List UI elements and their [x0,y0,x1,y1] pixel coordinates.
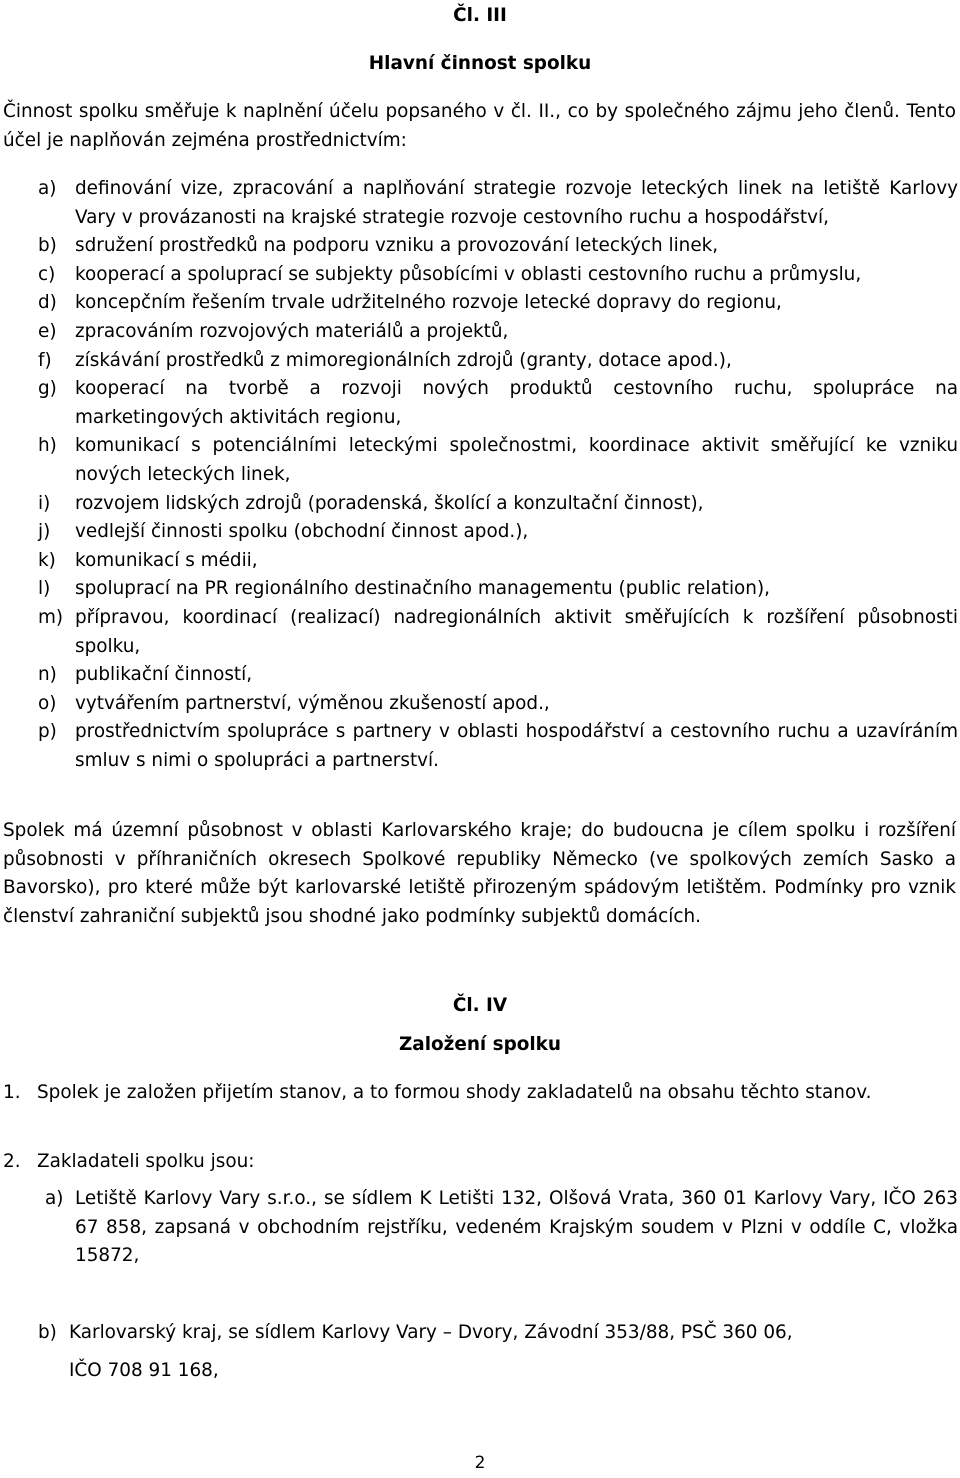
article-3-number: Čl. III [453,5,507,26]
list-item [3,490,958,519]
item-text-line-1: Karlovarský kraj, se sídlem Karlovy Vary – Dvory, Závodní 353/88, PSČ 360 06, [69,1322,793,1343]
item-text: rozvojem lidských zdrojů (poradenská, školící a konzultační činnost), [75,492,704,514]
list-item [3,1079,958,1108]
item-label: n) [38,664,57,686]
item-label: e) [38,320,57,342]
item-text: vytvářením partnerství, výměnou zkušeností apod., [75,692,550,714]
list-item [3,318,958,347]
item-label: m) [38,606,64,628]
item-label: d) [38,292,57,314]
item-label: b) [38,235,57,257]
founding-points [3,1079,958,1108]
list-item [3,175,958,232]
item-label: a) [38,178,57,199]
article-4-number: Čl. IV [452,995,508,1016]
article-4-title: Založení spolku [398,1034,562,1055]
item-text: Zakladateli spolku jsou: [37,1151,255,1172]
item-text: publikační činností, [75,664,253,686]
list-item [3,718,958,775]
item-text: zpracováním rozvojových materiálů a projektů, [75,320,509,342]
list-item [3,432,958,489]
item-text: definování vize, zpracování a naplňování strategie rozvoje leteckých linek na letiště Karlovy Vary v provázanosti na krajské strategie rozvoje cestovního ruchu a hospodářství, [75,178,958,228]
list-item [3,232,958,261]
item-text: Letiště Karlovy Vary s.r.o., se sídlem K Letišti 132, Olšová Vrata, 360 01 Karlovy Vary, IČO 263 67 858, zapsaná v obchodním rejstříku, vedeném Krajským soudem v Plzni v oddíle C, vložka 15872, [75,1188,958,1267]
article-3-intro: Činnost spolku směřuje k naplnění účelu popsaného v čl. II., co by společného zájmu jeho členů. Tento účel je naplňován zejména prostřednictvím: [3,101,956,151]
item-label: j) [38,521,51,543]
item-text: přípravou, koordinací (realizací) nadregionálních aktivit směřujících k rozšíření působnosti spolku, [75,606,958,657]
item-text: koncepčním řešením trvale udržitelného rozvoje letecké dopravy do regionu, [75,292,782,314]
item-label: 2. [3,1151,21,1172]
item-label: o) [38,692,57,714]
list-item [3,261,958,290]
item-label: f) [38,349,52,371]
list-item [3,1185,958,1271]
article-3-title: Hlavní činnost spolku [368,53,592,74]
list-item [3,575,958,604]
article-3-closing: Spolek má územní působnost v oblasti Karlovarského kraje; do budoucna je cílem spolku i rozšíření působnosti v příhraničních okresech Spolkové republiky Německo (ve spolkových zemích Sasko a Bavorsko), pro které může být karlovarské letiště přirozeným spádovým letištěm. Podmínky pro vznik členství zahraniční subjektů jsou shodné jako podmínky subjektů domácích. [3,820,956,927]
item-text: vedlejší činnosti spolku (obchodní činnost apod.), [75,521,529,543]
list-item [3,604,958,661]
item-label: i) [38,492,51,514]
founder-b [3,1319,958,1385]
list-item [3,289,958,318]
list-item [3,518,958,547]
item-text: prostřednictvím spolupráce s partnery v oblasti hospodářství a cestovního ruchu a uzavíráním smluv s nimi o spolupráci a partnerství. [75,721,958,771]
item-text-line-2: IČO 708 91 168, [69,1359,219,1381]
item-label: p) [38,721,57,743]
item-text: komunikací s médii, [75,549,258,571]
list-item [3,547,958,576]
item-text: získávání prostředků z mimoregionálních zdrojů (granty, dotace apod.), [75,349,732,371]
item-label: b) [38,1322,57,1343]
list-item [3,690,958,719]
item-label: l) [38,578,51,600]
item-label: 1. [3,1082,21,1103]
item-text: komunikací s potenciálními leteckými společnostmi, koordinace aktivit směřující ke vzniku nových leteckých linek, [75,435,958,485]
item-text: sdružení prostředků na podporu vzniku a provozování leteckých linek, [75,235,719,257]
item-label: a) [45,1188,64,1209]
list-item [3,1148,958,1177]
item-label: g) [38,378,57,400]
list-item [3,661,958,690]
item-text: kooperací na tvorbě a rozvoji nových produktů cestovního ruchu, spolupráce na marketingových aktivitách regionu, [75,378,958,428]
founding-points-2 [3,1148,958,1177]
item-text: kooperací a spoluprací se subjekty působícími v oblasti cestovního ruchu a průmyslu, [75,263,862,285]
item-label: c) [38,263,56,285]
item-label: k) [38,549,56,571]
page-number: 2 [474,1453,486,1473]
item-label: h) [38,435,57,457]
list-item [3,375,958,432]
activity-list [3,175,958,775]
item-text: spoluprací na PR regionálního destinačního managementu (public relation), [75,578,770,600]
founders-list [3,1185,958,1271]
item-text: Spolek je založen přijetím stanov, a to formou shody zakladatelů na obsahu těchto stanov. [37,1082,872,1103]
list-item [3,347,958,376]
